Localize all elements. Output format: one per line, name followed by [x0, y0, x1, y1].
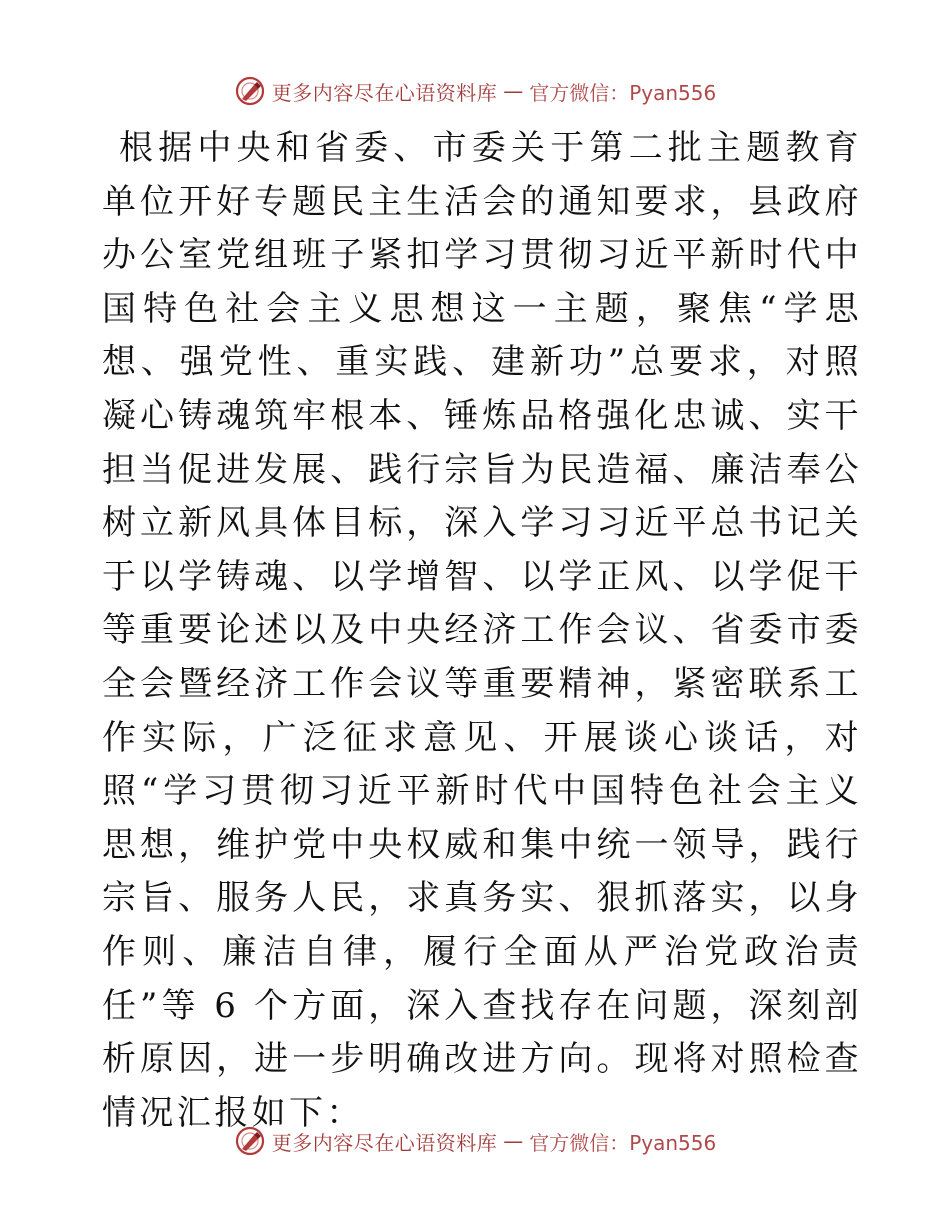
- watermark-text: 更多内容尽在心语资料库: [271, 80, 498, 105]
- watermark-text: 更多内容尽在心语资料库: [271, 1130, 498, 1155]
- header-watermark: [0, 71, 950, 111]
- pen-nib-logo-icon: [234, 1125, 266, 1157]
- pen-nib-logo-icon: [234, 75, 266, 107]
- watermark-separator: —: [503, 1129, 524, 1153]
- watermark-separator: —: [503, 79, 524, 103]
- watermark-wechat: 官方微信：Pyan556: [529, 1130, 717, 1155]
- watermark-wechat: 官方微信：Pyan556: [529, 80, 717, 105]
- document-paragraph: 根据中央和省委、市委关于第二批主题教育单位开好专题民主生活会的通知要求，县政府办公室党组班子紧扣学习贯彻习近平新时代中国特色社会主义思想这一主题，聚焦“学思想、强党性、重实践、建新功”总要求，对照凝心铸魂筑牢根本、锤炼品格强化忠诚、实干担当促进发展、践行宗旨为民造福、廉洁奉公树立新风具体目标，深入学习习近平总书记关于以学铸魂、以学增智、以学正风、以学促干等重要论述以及中央经济工作会议、省委市委全会暨经济工作会议等重要精神，紧密联系工作实际，广泛征求意见、开展谈心谈话，对照“学习贯彻习近平新时代中国特色社会主义思想，维护党中央权威和集中统一领导，践行宗旨、服务人民，求真务实、狠抓落实，以身作则、廉洁自律，履行全面从严治党政治责任”等 6 个方面，深入查找存在问题，深刻剖析原因，进一步明确改进方向。现将对照检查情况汇报如下：: [102, 128, 862, 1133]
- footer-watermark: [0, 1121, 950, 1161]
